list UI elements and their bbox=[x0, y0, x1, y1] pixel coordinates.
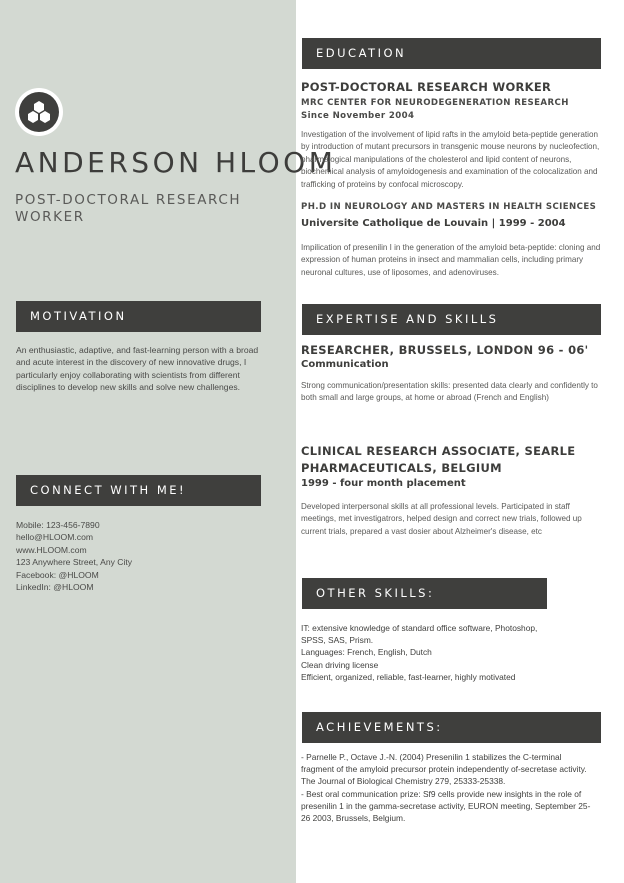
contact-mobile: Mobile: 123-456-7890 bbox=[16, 520, 100, 530]
expertise-2-title-line1: CLINICAL RESEARCH ASSOCIATE, SEARLE bbox=[301, 444, 576, 458]
other-skills-line: IT: extensive knowledge of standard office software, Photoshop, bbox=[301, 623, 538, 633]
other-skills-list bbox=[301, 622, 601, 683]
other-skills-line: Languages: French, English, Dutch bbox=[301, 647, 432, 658]
motivation-heading: MOTIVATION bbox=[16, 301, 261, 332]
other-skills-line: SPSS, SAS, Prism. bbox=[301, 635, 374, 646]
candidate-title: POST-DOCTORAL RESEARCH WORKER bbox=[15, 192, 242, 225]
contact-facebook[interactable]: Facebook: @HLOOM bbox=[16, 569, 99, 580]
expertise-1-description: Strong communication/presentation skills: presented data clearly and confidently to both small and large groups, at home or abroad (French and English) bbox=[301, 381, 598, 403]
achievements-list bbox=[301, 751, 596, 824]
education-heading: EDUCATION bbox=[302, 38, 601, 69]
hexagon-honeycomb-icon bbox=[19, 92, 59, 132]
logo bbox=[15, 88, 63, 136]
connect-heading: CONNECT WITH ME! bbox=[16, 475, 261, 506]
other-skills-heading: OTHER SKILLS: bbox=[302, 578, 547, 609]
achievement-item: - Parnelle P., Octave J.-N. (2004) Presenilin 1 stabilizes the C-terminal fragment of the amyloid precursor protein independently of-secretase activity. The Journal of Biological Chemistry 279, 25333-25338. bbox=[301, 752, 587, 787]
candidate-name: ANDERSON HLOOM bbox=[15, 146, 337, 179]
achievements-heading: ACHIEVEMENTS: bbox=[302, 712, 601, 743]
expertise-heading: EXPERTISE AND SKILLS bbox=[302, 304, 601, 335]
achievement-item: - Best oral communication prize: Sf9 cells provide new insights in the role of presenilin 1 in the gamma-secretase activity, EURON meeting, September 25-26 2003, Brussels, Belgium. bbox=[301, 788, 591, 824]
expertise-2-title-line2: PHARMACEUTICALS, BELGIUM bbox=[301, 461, 502, 475]
education-1-title: POST-DOCTORAL RESEARCH WORKER bbox=[301, 80, 552, 94]
education-1-description: Investigation of the involvement of lipid rafts in the amyloid beta-peptide generation by introduction of mutant precursors in transgenic mouse neurons by nucleofection, pharmalogical manipulations of the cholesterol and lipid content of neurons, biochemical analysis of amyloidogenesis and examination of the colocalization and trafficking of proteins by confocal microscopy. bbox=[301, 130, 600, 189]
contact-website[interactable]: www.HLOOM.com bbox=[16, 544, 87, 555]
contact-address: 123 Anywhere Street, Any City bbox=[16, 557, 133, 568]
other-skills-line: Clean driving license bbox=[301, 659, 379, 670]
expertise-2-description: Developed interpersonal skills at all professional levels. Participated in staff meetings, met investigatrors, helped design and correct new trials, followed up current trials, prepared a vast dosier about Alzheimer's disease, etc bbox=[301, 502, 582, 536]
education-2-title: PH.D IN NEUROLOGY AND MASTERS IN HEALTH SCIENCES bbox=[301, 202, 597, 212]
education-2-description: Impilication of presenilin I in the generation of the amyloid beta-peptide: cloning and expression of human proteins in insect and mammalian cells, including primary neuronal cultures, use of liposomes, and adenoviruses. bbox=[301, 243, 601, 277]
contact-list bbox=[16, 519, 266, 593]
education-2-org: Universite Catholique de Louvain | 1999 - 2004 bbox=[301, 218, 566, 229]
motivation-text: An enthusiastic, adaptive, and fast-learning person with a broad and acute interest in the discovery of new innovative drugs, I particularly enjoy collaborating with scientists from different disciplines to develop new skills and solve new challenges. bbox=[16, 345, 259, 393]
contact-linkedin[interactable]: LinkedIn: @HLOOM bbox=[16, 582, 94, 593]
expertise-2-subtitle: 1999 - four month placement bbox=[301, 478, 466, 489]
other-skills-line: Efficient, organized, reliable, fast-learner, highly motivated bbox=[301, 671, 516, 682]
education-1-org: MRC CENTER FOR NEURODEGENERATION RESEARCH bbox=[301, 98, 569, 108]
expertise-1-title: RESEARCHER, BRUSSELS, LONDON 96 - 06' bbox=[301, 343, 589, 357]
contact-email[interactable]: hello@HLOOM.com bbox=[16, 532, 94, 543]
education-1-date: Since November 2004 bbox=[301, 111, 415, 121]
expertise-1-subtitle: Communication bbox=[301, 359, 389, 370]
